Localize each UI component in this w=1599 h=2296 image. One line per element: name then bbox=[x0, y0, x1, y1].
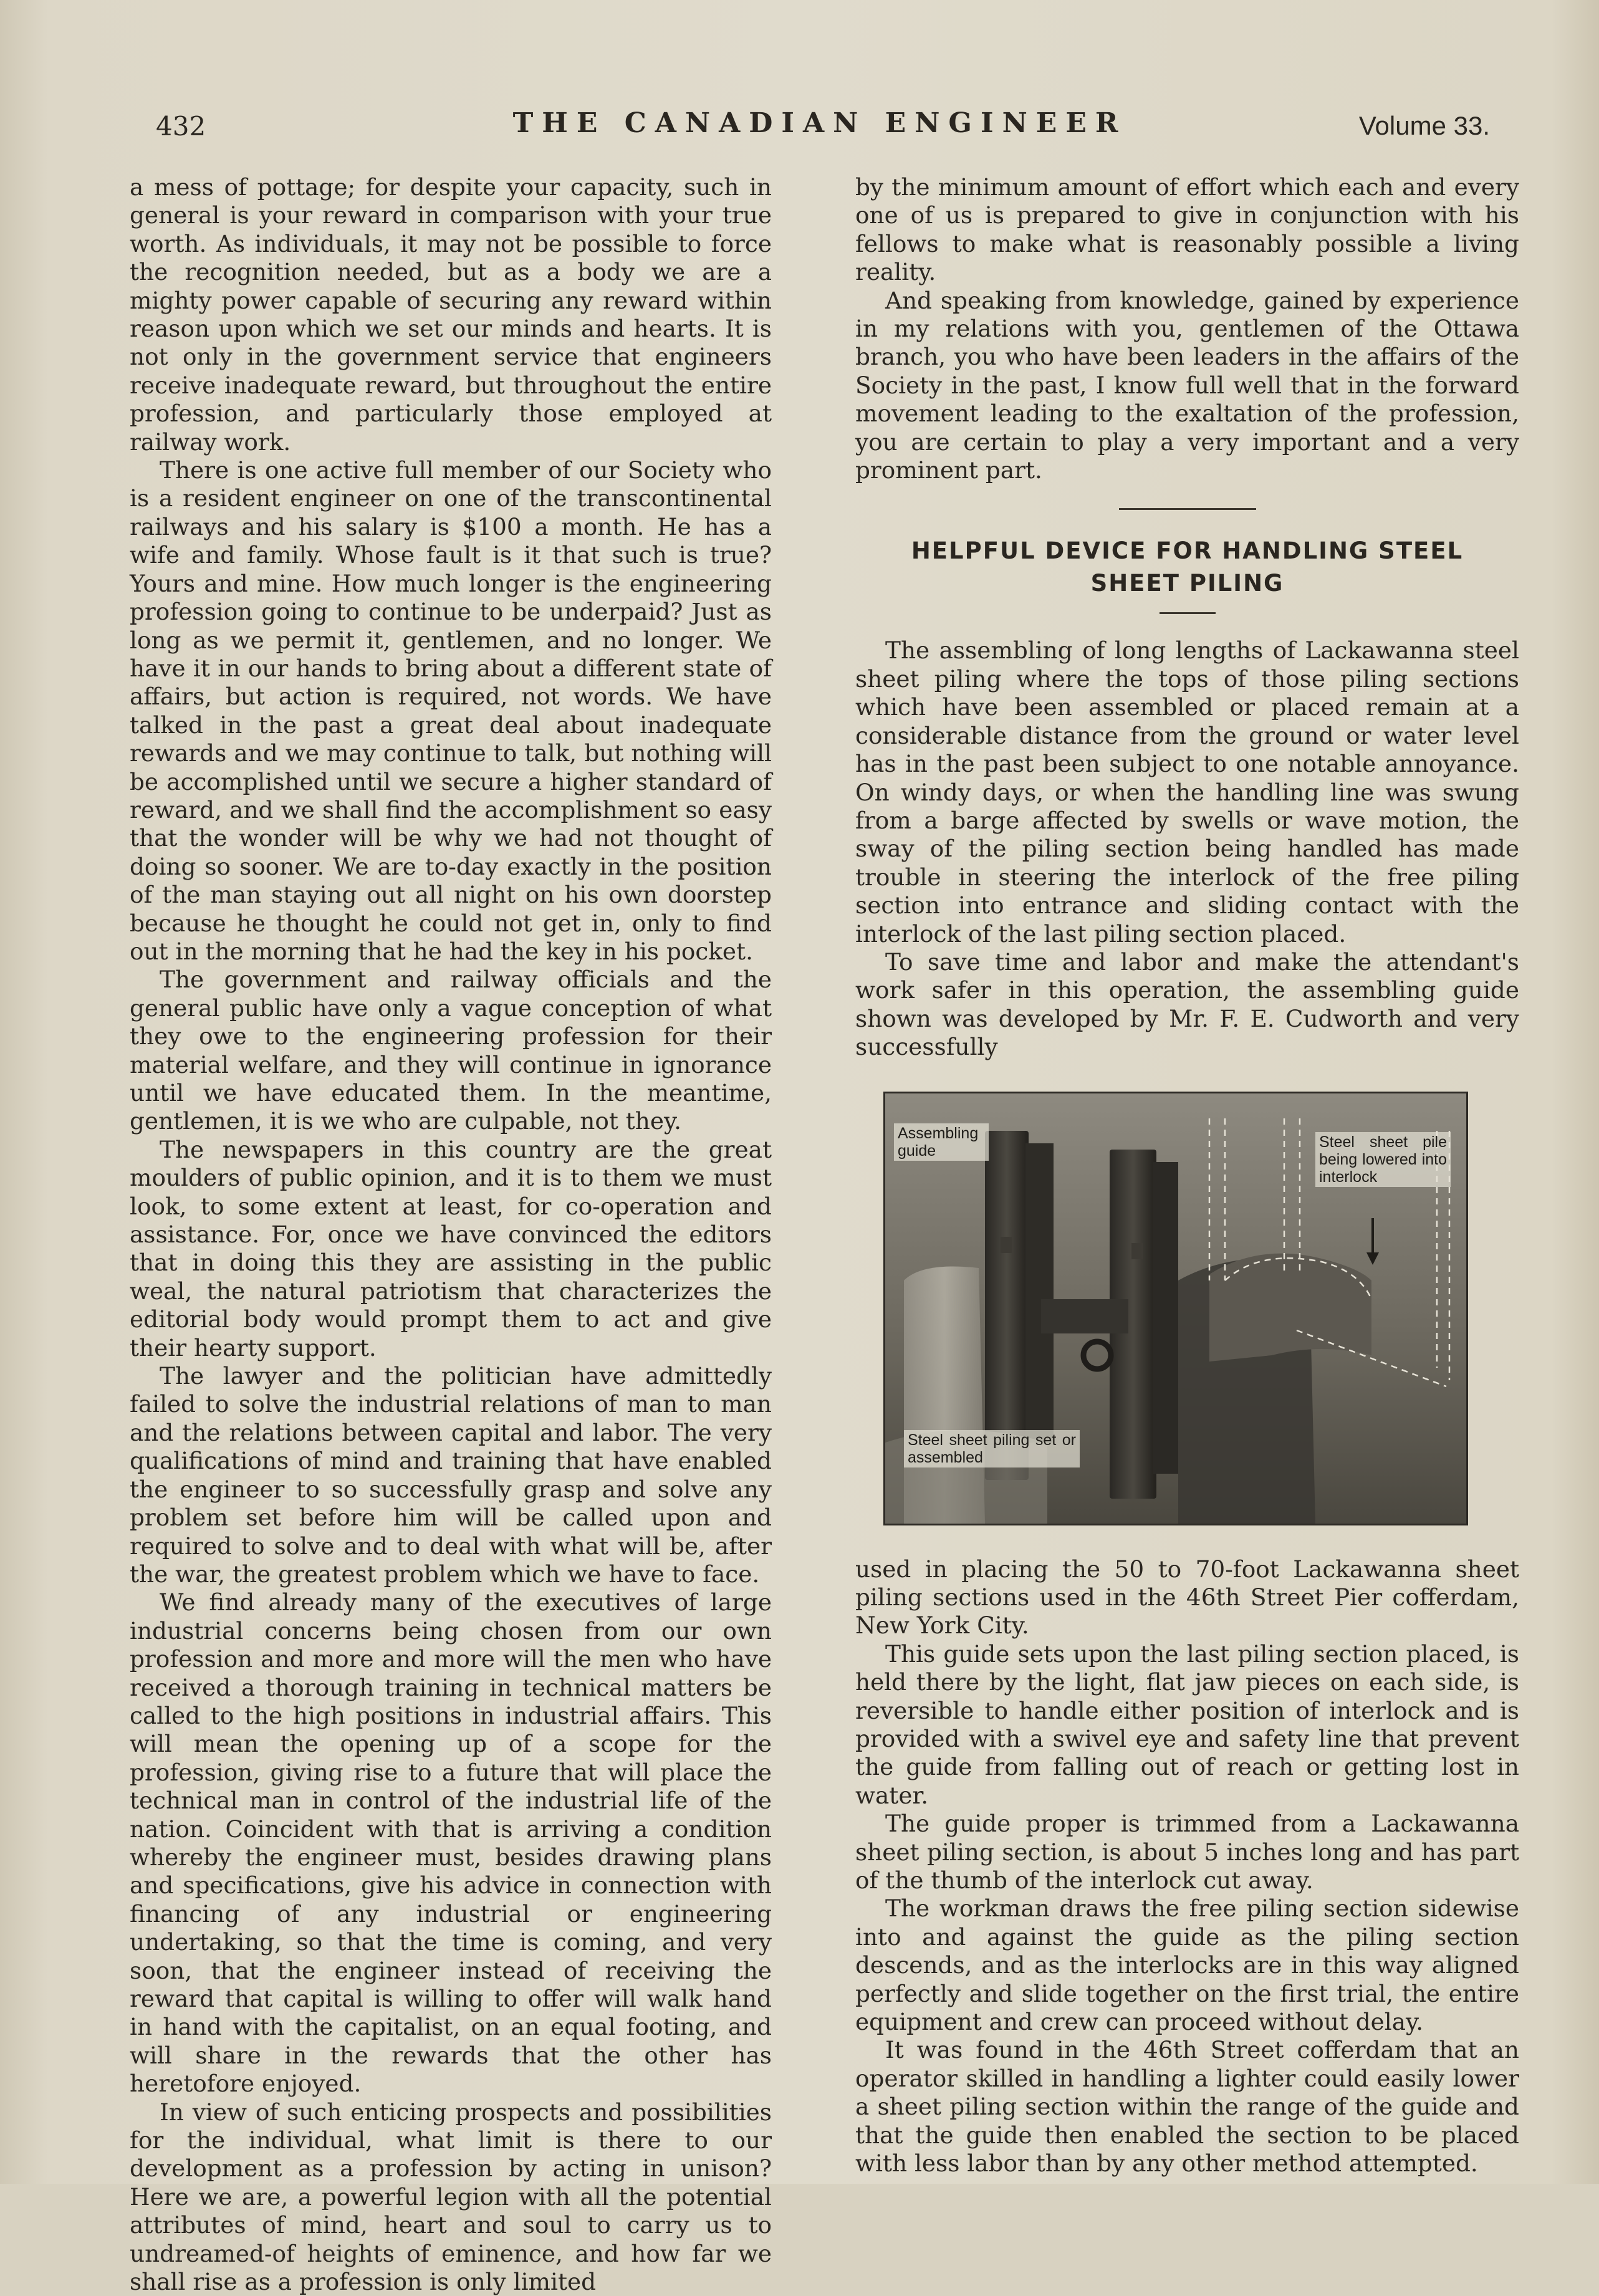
paragraph: The workman draws the free piling section sidewise into and against the guide as the piling section descends, and as the interlocks are in this way aligned perfectly and slide together on the first trial, the entire equipment and crew can proceed without delay. bbox=[855, 1895, 1519, 2036]
paragraph: It was found in the 46th Street cofferdam that an operator skilled in handling a lighter could easily lower a sheet piling section within the range of the guide and that the guide then enabled the section to be placed with less labor than by any other method attempted. bbox=[855, 2036, 1519, 2178]
left-column bbox=[130, 173, 772, 2296]
heading-rule bbox=[1160, 612, 1216, 614]
paragraph: The government and railway officials and the general public have only a vague conception of what they owe to the engineering profession for their material welfare, and they will continue in ignorance until we have educated them. In the meantime, gentlemen, it is we who are culpable, not they. bbox=[130, 966, 772, 1135]
paragraph: In view of such enticing prospects and possibilities for the individual, what limit is there to our development as a profession by acting in unison? Here we are, a powerful legion with all the potential attributes of mind, heart and soul to carry us to undreamed-of heights of eminence, and how far we shall rise as a profession is only limited bbox=[130, 2098, 772, 2296]
article-heading-line: SHEET PILING bbox=[1090, 570, 1284, 597]
journal-title: THE CANADIAN ENGINEER bbox=[512, 107, 1127, 139]
running-header bbox=[150, 106, 1490, 150]
figure-label-assembled: Steel sheet piling set or assembled bbox=[904, 1430, 1080, 1467]
page-number: 432 bbox=[156, 111, 206, 142]
right-column bbox=[855, 173, 1519, 2178]
paragraph: a mess of pottage; for despite your capacity, such in general is your reward in comparison with your true worth. As individuals, it may not be possible to force the recognition needed, but as a body we are a mighty power capable of securing any reward within reason upon which we set our minds and hearts. It is not only in the government service that engineers receive inadequate reward, but throughout the entire profession, and particularly those employed at railway work. bbox=[130, 173, 772, 456]
section-divider bbox=[1119, 508, 1256, 510]
figure-label-lowered: Steel sheet pile being lowered into interlock bbox=[1315, 1132, 1451, 1187]
paragraph: To save time and labor and make the attendant's work safer in this operation, the assembling guide shown was developed by Mr. F. E. Cudworth and very successfully bbox=[855, 948, 1519, 1061]
paragraph: The lawyer and the politician have admittedly failed to solve the industrial relations of man to man and the relations between capital and labor. The very qualifications of mind and training that have enabled the engineer to so successfully grasp and solve any problem set before him will be called upon and required to solve and to deal with what will be, after the war, the greatest problem which we have to face. bbox=[130, 1362, 772, 1588]
paragraph: We find already many of the executives of large industrial concerns being chosen from our own profession and more and more will the men who have received a thorough training in technical matters be called to the high positions in industrial affairs. This will mean the opening up of a scope for the profession, giving rise to a future that will place the technical man in control of the industrial life of the nation. Coincident with that is arriving a condition whereby the engineer must, besides drawing plans and specifications, give his advice in connection with financing of any industrial or engineering undertaking, so that the time is coming, and very soon, that the engineer instead of receiving the reward that capital is willing to offer will walk hand in hand with the capitalist, on an equal footing, and will share in the rewards that the other has heretofore enjoyed. bbox=[130, 1588, 772, 2098]
paragraph: The guide proper is trimmed from a Lackawanna sheet piling section, is about 5 inches long and has part of the thumb of the interlock cut away. bbox=[855, 1810, 1519, 1895]
paragraph: There is one active full member of our Society who is a resident engineer on one of the transcontinental railways and his salary is $100 a month. He has a wife and family. Whose fault is it that such is true? Yours and mine. How much longer is the engineering profession going to continue to be underpaid? Just as long as we permit it, gentlemen, and no longer. We have it in our hands to bring about a different state of affairs, but action is required, not words. We have talked in the past a great deal about inadequate rewards and we may continue to talk, but nothing will be accomplished until we secure a higher standard of reward, and we shall find the accomplishment so easy that the wonder will be why we had not thought of doing so sooner. We are to-day exactly in the position of the man staying out all night on his own doorstep because he thought he could not get in, only to find out in the morning that he had the key in his pocket. bbox=[130, 456, 772, 965]
paragraph: And speaking from knowledge, gained by experience in my relations with you, gentlemen of the Ottawa branch, you who have been leaders in the affairs of the Society in the past, I know full well that in the forward movement leading to the exaltation of the profession, you are certain to play a very important and a very prominent part. bbox=[855, 286, 1519, 484]
article-heading-line: HELPFUL DEVICE FOR HANDLING STEEL bbox=[911, 537, 1464, 565]
paragraph: The newspapers in this country are the great moulders of public opinion, and it is to them we must look, to some extent at least, for co-operation and assistance. For, once we have convinced the editors that in doing this they are assisting in the public weal, the natural patriotism that characterizes the editorial body would prompt them to act and give their hearty support. bbox=[130, 1135, 772, 1362]
paragraph: This guide sets upon the last piling section placed, is held there by the light, flat jaw pieces on each side, is reversible to handle either position of interlock and is provided with a swivel eye and safety line that prevent the guide from falling out of reach or getting lost in water. bbox=[855, 1640, 1519, 1809]
article-heading bbox=[855, 535, 1519, 600]
article-continuation bbox=[855, 1555, 1519, 2178]
paragraph: used in placing the 50 to 70-foot Lackawanna sheet piling sections used in the 46th Street Pier cofferdam, New York City. bbox=[855, 1555, 1519, 1640]
paragraph: by the minimum amount of effort which each and every one of us is prepared to give in conjunction with his fellows to make what is reasonably possible a living reality. bbox=[855, 173, 1519, 286]
volume-label: Volume 33. bbox=[1358, 111, 1490, 140]
figure-label-guide: Assembling guide bbox=[894, 1123, 989, 1161]
paragraph: The assembling of long lengths of Lackawanna steel sheet piling where the tops of those piling sections which have been assembled or placed remain at a considerable distance from the ground or water level has in the past been subject to one notable annoyance. On windy days, or when the handling line was swung from a barge affected by swells or wave motion, the sway of the piling section being handled has made trouble in steering the interlock of the free piling section into entrance and sliding contact with the interlock of the last piling section placed. bbox=[855, 636, 1519, 948]
assembling-guide-photo bbox=[883, 1092, 1468, 1525]
